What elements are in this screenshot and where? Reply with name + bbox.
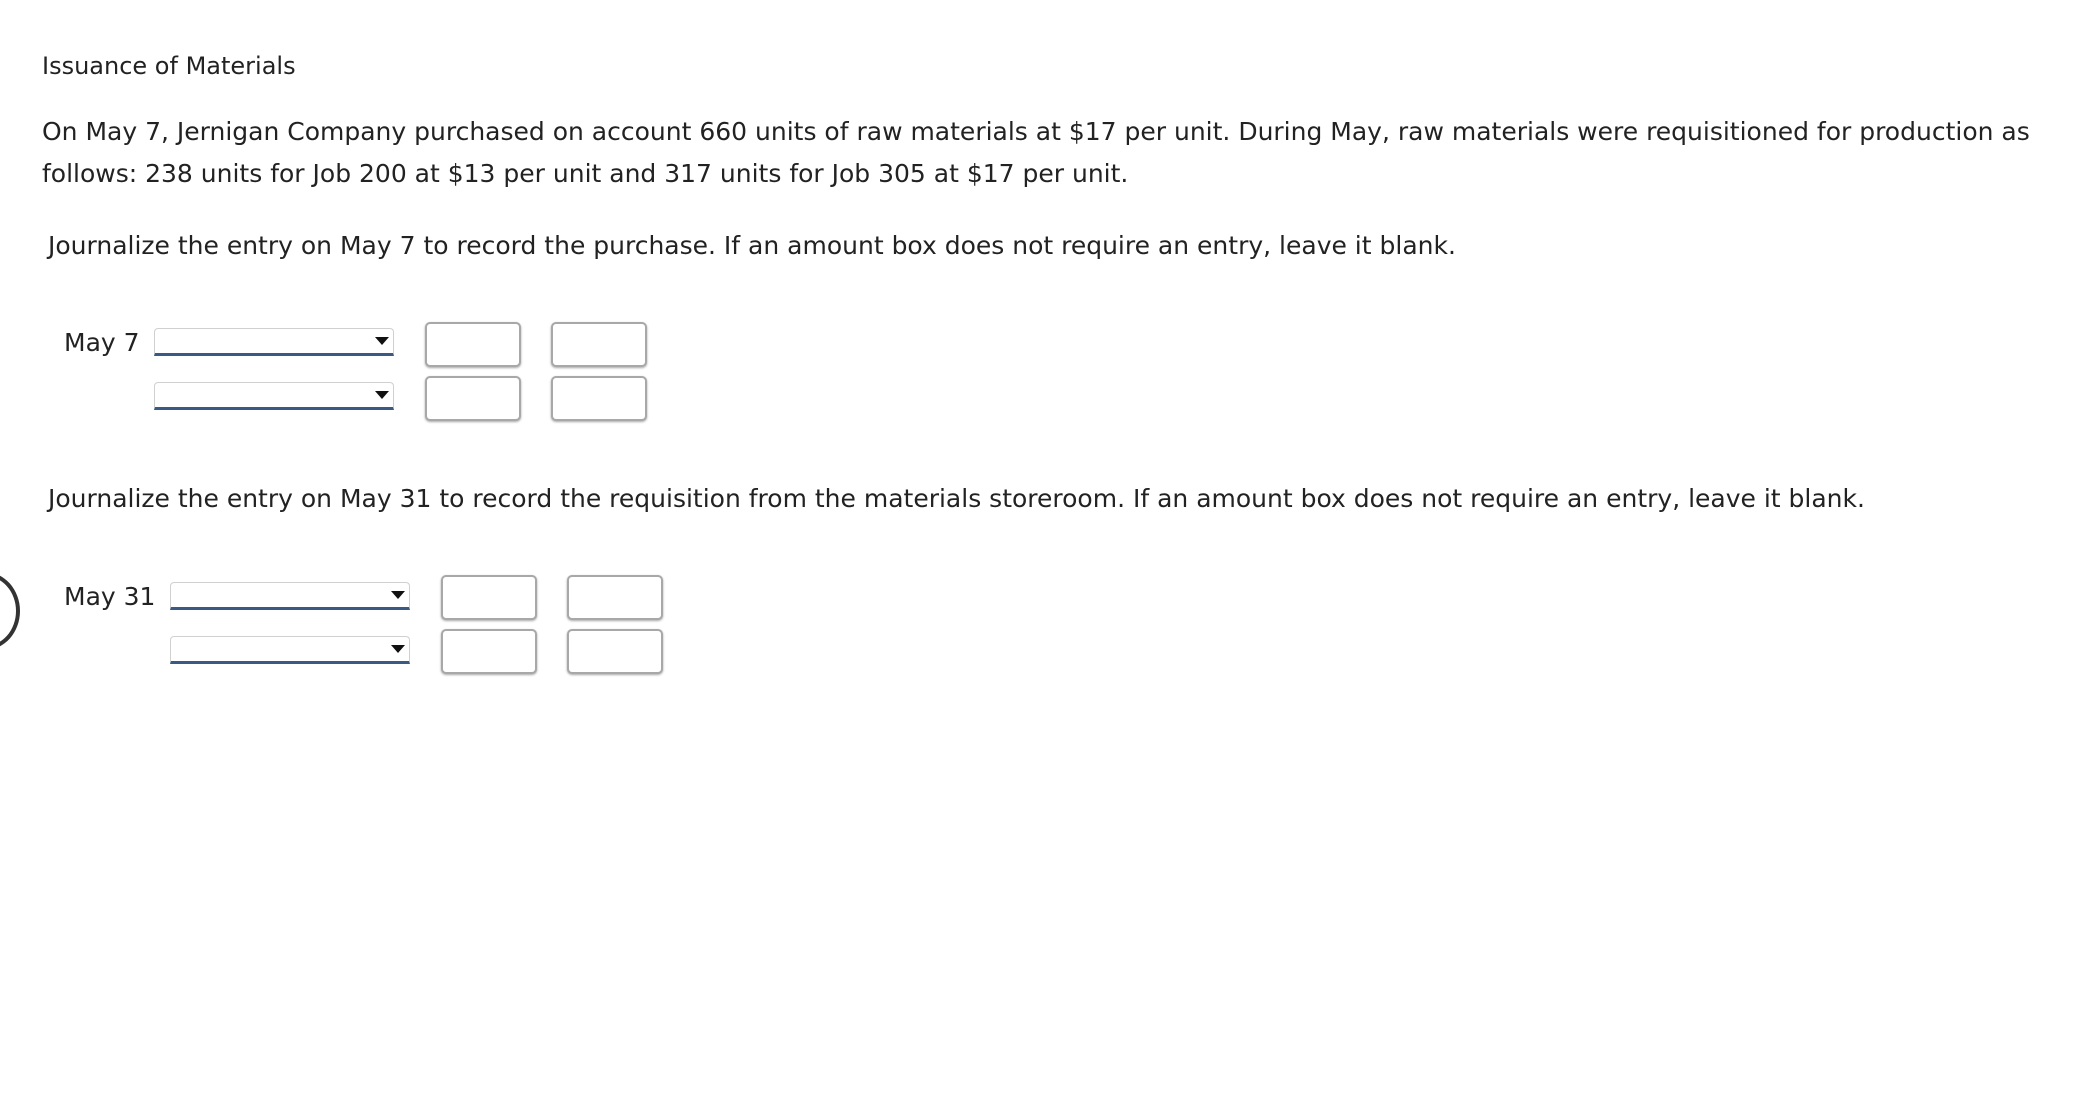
caret-down-icon (391, 645, 405, 653)
entry-1-row-2-account-select[interactable] (154, 382, 394, 410)
entry-2-row-2-account-select[interactable] (170, 636, 410, 664)
entry-2-row-1-account-select[interactable] (170, 582, 410, 610)
entry-2-row-2-debit-input[interactable] (441, 629, 537, 674)
caret-down-icon (391, 591, 405, 599)
entry-1-date-label: May 7 (64, 328, 140, 357)
entry-2-row-1-debit-input[interactable] (441, 575, 537, 620)
entry-1-row-1-credit-input[interactable] (551, 322, 647, 367)
entry-2-row-1-credit-input[interactable] (567, 575, 663, 620)
entry-2-instruction: Journalize the entry on May 31 to record the requisition from the materials storeroom. If an amount box does not require an entry, leave it blank. (48, 484, 1865, 513)
entry-1-row-2-debit-input[interactable] (425, 376, 521, 421)
entry-1-row-2-credit-input[interactable] (551, 376, 647, 421)
entry-1-instruction: Journalize the entry on May 7 to record the purchase. If an amount box does not require an entry, leave it blank. (48, 231, 1456, 260)
circle-control-icon[interactable] (0, 572, 20, 650)
problem-statement: On May 7, Jernigan Company purchased on account 660 units of raw materials at $17 per unit. During May, raw materials were requisitioned for production as follows: 238 units for Job 200 at $13 per unit and 317 units for Job 305 at $17 per unit. (42, 117, 2030, 188)
problem-title: Issuance of Materials (42, 52, 296, 80)
entry-1-row-1-account-select[interactable] (154, 328, 394, 356)
entry-1-row-1-debit-input[interactable] (425, 322, 521, 367)
caret-down-icon (375, 337, 389, 345)
caret-down-icon (375, 391, 389, 399)
entry-2-row-2-credit-input[interactable] (567, 629, 663, 674)
entry-2-date-label: May 31 (64, 582, 156, 611)
